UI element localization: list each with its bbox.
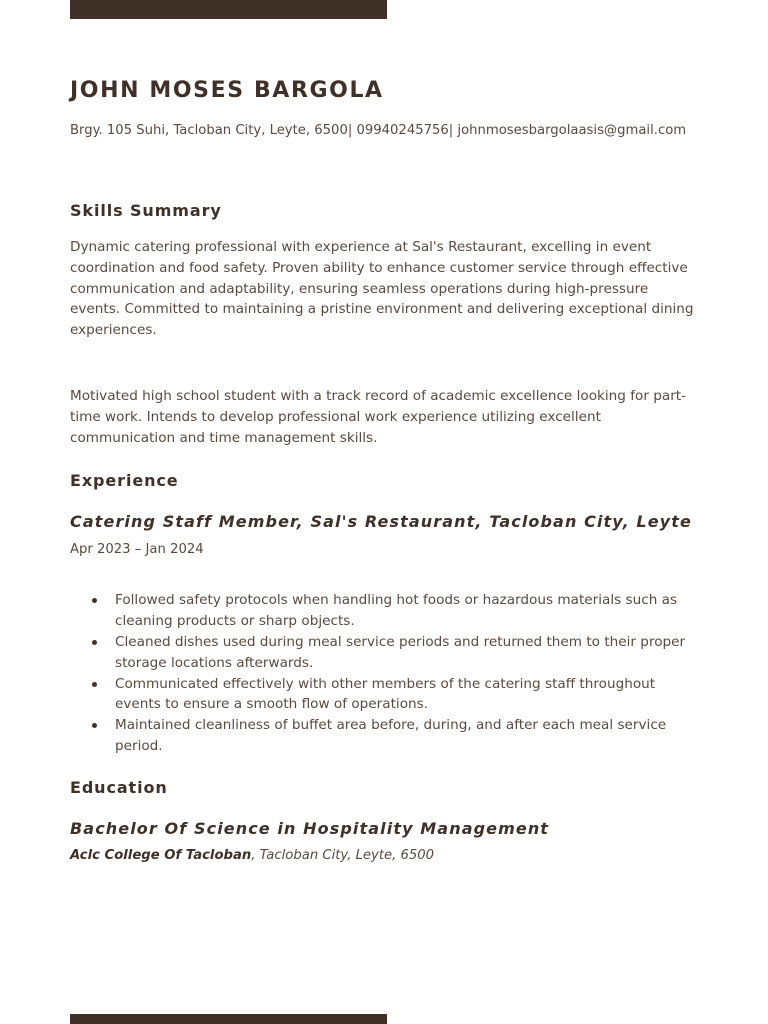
job-duty-text: Communicated effectively with other members of the catering staff throughout events to ensure a smooth flow of operations.	[115, 675, 656, 713]
bullet-icon	[92, 682, 97, 687]
experience-heading: Experience	[70, 471, 179, 491]
candidate-name: JOHN MOSES BARGOLA	[70, 78, 384, 103]
job-duties-list	[70, 590, 700, 756]
education-heading: Education	[70, 777, 168, 797]
job-duty-text: Maintained cleanliness of buffet area before, during, and after each meal service period.	[115, 717, 667, 754]
job-duty-item	[70, 715, 700, 757]
bullet-icon	[92, 723, 97, 728]
resume-content	[70, 76, 700, 866]
skills-summary-text: Dynamic catering professional with experience at Sal's Restaurant, excelling in event coordination and food safety. Proven ability to enhance customer service through effective communication and adaptability, ensuring seamless operations during high-pressure events. Committed to maintaining a pristine environment and delivering exceptional dining experiences.	[70, 239, 694, 339]
objective-text: Motivated high school student with a track record of academic excellence looking for part-time work. Intends to develop professional work experience utilizing excellent communication and time management skills.	[70, 387, 687, 446]
contact-info: Brgy. 105 Suhi, Tacloban City, Leyte, 6500| 09940245756| johnmosesbargolaasis@gmail.com	[70, 123, 687, 138]
degree-title: Bachelor Of Science in Hospitality Management	[70, 818, 550, 838]
school-location: , Tacloban City, Leyte, 6500	[251, 847, 435, 863]
top-decorative-bar	[70, 0, 387, 19]
job-dates: Apr 2023 – Jan 2024	[70, 542, 204, 558]
bullet-icon	[92, 598, 97, 603]
school-line	[70, 846, 700, 866]
job-duty-item	[70, 674, 700, 716]
school-name: Aclc College Of Tacloban	[70, 847, 252, 863]
job-duty-text: Cleaned dishes used during meal service periods and returned them to their proper storage locations afterwards.	[115, 633, 686, 671]
job-duty-item	[70, 590, 700, 632]
bullet-icon	[92, 640, 97, 645]
bottom-decorative-bar	[70, 1014, 387, 1024]
job-title: Catering Staff Member, Sal's Restaurant, Tacloban City, Leyte	[70, 512, 692, 532]
job-duty-item	[70, 632, 700, 674]
job-duty-text: Followed safety protocols when handling hot foods or hazardous materials such as cleaning products or sharp objects.	[115, 592, 678, 630]
skills-summary-heading: Skills Summary	[70, 201, 222, 220]
